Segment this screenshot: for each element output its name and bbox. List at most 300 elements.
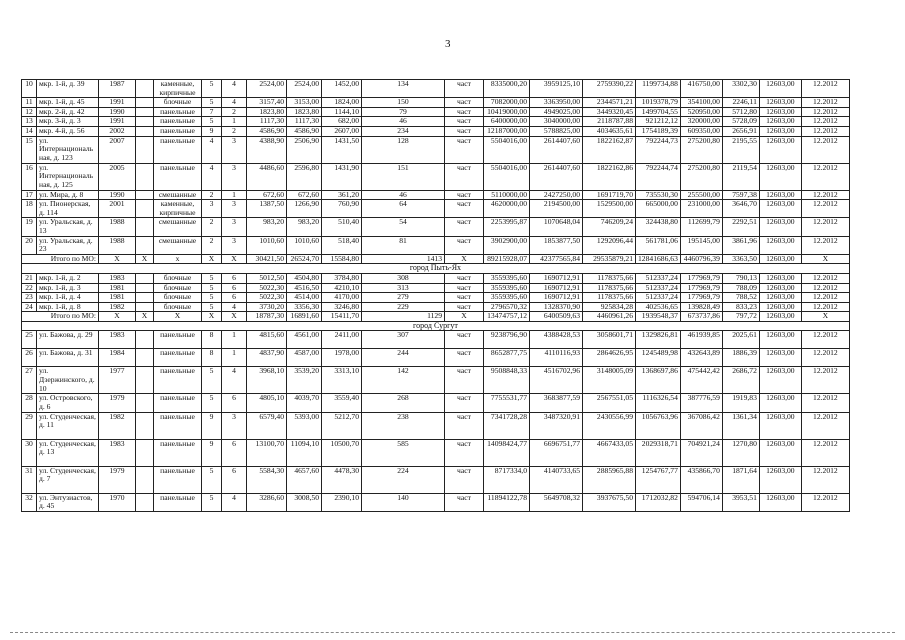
table-cell: 1056763,96	[636, 412, 681, 439]
table-cell: 2614407,60	[530, 136, 583, 163]
table-cell: 13474757,12	[484, 312, 530, 322]
table-cell: 7	[202, 107, 222, 117]
table-cell: 12	[22, 107, 37, 117]
table-cell: 1270,80	[722, 439, 759, 466]
table-cell: част	[445, 466, 484, 493]
table-cell: 14	[22, 126, 37, 136]
table-cell: 1361,34	[722, 412, 759, 439]
table-row	[22, 117, 850, 127]
table-cell: 520950,00	[680, 107, 722, 117]
table-cell: 9	[202, 412, 222, 439]
table-cell: 1970	[99, 493, 136, 511]
table-cell: 7755531,77	[484, 394, 530, 412]
table-cell: X	[136, 312, 154, 322]
table-cell: 30421,50	[247, 254, 287, 264]
table-cell: X	[445, 254, 484, 264]
table-cell: 1199734,88	[636, 80, 681, 98]
table-cell: 735530,30	[636, 190, 681, 200]
table-cell: 79	[362, 107, 445, 117]
table-cell: 1	[222, 331, 247, 349]
table-cell: 2864626,95	[583, 349, 636, 367]
table-cell: мкр. 1-й, д. 39	[37, 80, 99, 98]
table-cell: 26	[22, 349, 37, 367]
table-cell: 461939,85	[680, 331, 722, 349]
table-cell: 229	[362, 302, 445, 312]
table-cell: 5649708,32	[530, 493, 583, 511]
table-cell: 4516,50	[287, 283, 322, 293]
table-cell: 8717334,0	[484, 466, 530, 493]
table-cell: 4	[202, 136, 222, 163]
table-cell: 12.2012	[801, 107, 849, 117]
table-cell: 1822162,87	[583, 136, 636, 163]
table-cell: 3040000,00	[530, 117, 583, 127]
table-cell: X	[801, 312, 849, 322]
table-cell: 12.2012	[801, 412, 849, 439]
table-row	[22, 273, 850, 283]
table-cell: 6	[222, 273, 247, 283]
table-cell: 12.2012	[801, 126, 849, 136]
table-cell: 7082000,00	[484, 98, 530, 108]
table-cell: 3302,30	[722, 80, 759, 98]
table-cell: 12603,00	[759, 394, 801, 412]
table-cell: X	[202, 254, 222, 264]
table-cell: част	[445, 394, 484, 412]
table-cell: 4210,10	[322, 283, 362, 293]
table-cell	[136, 200, 154, 218]
table-cell	[136, 394, 154, 412]
table-cell: 4620000,00	[484, 200, 530, 218]
table-cell: 177969,79	[680, 283, 722, 293]
table-cell: 1919,83	[722, 394, 759, 412]
table-cell: 2427250,00	[530, 190, 583, 200]
table-row	[22, 163, 850, 190]
table-cell: 3559395,60	[484, 283, 530, 293]
table-cell: 12603,00	[759, 367, 801, 394]
table-row	[22, 466, 850, 493]
table-cell: 4837,90	[247, 349, 287, 367]
section-header-row	[22, 264, 850, 274]
table-cell	[136, 466, 154, 493]
table-cell: 3968,10	[247, 367, 287, 394]
table-cell: 4110116,93	[530, 349, 583, 367]
table-cell: 1129	[362, 312, 445, 322]
table-cell: 12.2012	[801, 236, 849, 254]
table-cell: 5110000,00	[484, 190, 530, 200]
table-cell: 788,09	[722, 283, 759, 293]
table-cell: 6	[222, 466, 247, 493]
table-cell: 3008,50	[287, 493, 322, 511]
table-cell: 12603,00	[759, 236, 801, 254]
table-cell: 275200,80	[680, 163, 722, 190]
table-cell: 11094,10	[287, 439, 322, 466]
table-cell: 5	[202, 293, 222, 303]
table-cell: 1690712,91	[530, 283, 583, 293]
table-cell: 6	[222, 394, 247, 412]
table-cell: 42377565,84	[530, 254, 583, 264]
table-cell: 6400000,00	[484, 117, 530, 127]
table-cell: 2119,54	[722, 163, 759, 190]
table-cell: блочные	[154, 283, 202, 293]
table-cell: блочные	[154, 273, 202, 283]
table-cell: мкр. 1-й, д. 3	[37, 283, 99, 293]
table-cell: 1886,39	[722, 349, 759, 367]
table-cell: 672,60	[287, 190, 322, 200]
table-cell: 665000,00	[636, 200, 681, 218]
table-cell: 1691719,70	[583, 190, 636, 200]
table-cell: 3363950,00	[530, 98, 583, 108]
table-row	[22, 126, 850, 136]
table-cell: 268	[362, 394, 445, 412]
table-cell: 10419000,00	[484, 107, 530, 117]
table-cell: 12603,00	[759, 107, 801, 117]
table-cell: 5	[202, 394, 222, 412]
table-cell: 2607,00	[322, 126, 362, 136]
table-row	[22, 107, 850, 117]
table-cell: 3449320,45	[583, 107, 636, 117]
table-cell: X	[222, 312, 247, 322]
table-cell: 46	[362, 117, 445, 127]
table-cell: 12603,00	[759, 190, 801, 200]
table-cell: 1853877,50	[530, 236, 583, 254]
table-cell: 3646,70	[722, 200, 759, 218]
table-cell: 5	[202, 466, 222, 493]
table-cell	[136, 302, 154, 312]
table-cell: 4949025,00	[530, 107, 583, 117]
table-cell: част	[445, 331, 484, 349]
table-cell: 3730,20	[247, 302, 287, 312]
table-cell: 512337,24	[636, 273, 681, 283]
table-cell: част	[445, 367, 484, 394]
table-cell: блочные	[154, 98, 202, 108]
table-cell: панельные	[154, 412, 202, 439]
table-cell: 2	[222, 107, 247, 117]
table-cell: блочные	[154, 293, 202, 303]
table-cell: 2	[202, 236, 222, 254]
table-cell: 4504,80	[287, 273, 322, 283]
table-row	[22, 302, 850, 312]
table-cell: 29	[22, 412, 37, 439]
table-cell	[136, 273, 154, 283]
table-cell: ул. Интернациональ ная, д. 125	[37, 163, 99, 190]
table-cell: 983,20	[287, 218, 322, 236]
table-cell: 54	[362, 218, 445, 236]
table-cell: 1254767,77	[636, 466, 681, 493]
table-cell: 139828,49	[680, 302, 722, 312]
table-cell: 1991	[99, 98, 136, 108]
table-row	[22, 98, 850, 108]
table-cell: 4805,10	[247, 394, 287, 412]
table-cell: 12.2012	[801, 349, 849, 367]
table-cell: 1070648,04	[530, 218, 583, 236]
table-cell	[136, 163, 154, 190]
table-cell: 15411,70	[322, 312, 362, 322]
table-cell: 833,23	[722, 302, 759, 312]
table-cell: 5	[202, 493, 222, 511]
table-cell: 20	[22, 236, 37, 254]
table-cell: 10500,70	[322, 439, 362, 466]
table-cell: 5	[202, 273, 222, 283]
table-cell: 1329826,81	[636, 331, 681, 349]
table-cell: 5788825,00	[530, 126, 583, 136]
table-cell: 1983	[99, 331, 136, 349]
table-cell: 1983	[99, 273, 136, 283]
table-cell: 1	[222, 190, 247, 200]
table-cell: 792244,73	[636, 136, 681, 163]
table-cell: 12603,00	[759, 349, 801, 367]
table-cell: 2411,00	[322, 331, 362, 349]
table-cell: панельные	[154, 107, 202, 117]
table-cell: 1754189,39	[636, 126, 681, 136]
table-cell: 921212,12	[636, 117, 681, 127]
table-cell: X	[136, 254, 154, 264]
table-cell: 9	[202, 439, 222, 466]
table-cell: 1387,50	[247, 200, 287, 218]
table-cell	[136, 283, 154, 293]
table-cell: 361,20	[322, 190, 362, 200]
table-cell: 177969,79	[680, 293, 722, 303]
table-cell: 1979	[99, 466, 136, 493]
table-cell: 1178375,66	[583, 273, 636, 283]
table-cell: 4	[222, 302, 247, 312]
table-cell: 32	[22, 493, 37, 511]
table-cell: 244	[362, 349, 445, 367]
table-cell: част	[445, 190, 484, 200]
table-cell: 8335000,20	[484, 80, 530, 98]
table-cell: 15	[22, 136, 37, 163]
table-row	[22, 200, 850, 218]
table-cell: 13100,70	[247, 439, 287, 466]
table-cell: 8652877,75	[484, 349, 530, 367]
table-cell: 224	[362, 466, 445, 493]
table-cell: блочные	[154, 302, 202, 312]
table-cell: 4587,00	[287, 349, 322, 367]
table-cell: 4140733,65	[530, 466, 583, 493]
table-cell: 1988	[99, 236, 136, 254]
table-cell: каменные, кирпичные	[154, 80, 202, 98]
table-cell: 561781,06	[636, 236, 681, 254]
table-cell: 255500,00	[680, 190, 722, 200]
table-cell: 46	[362, 190, 445, 200]
table-cell: 2	[222, 126, 247, 136]
table-cell: 1117,30	[247, 117, 287, 127]
table-cell: 746209,24	[583, 218, 636, 236]
table-cell: 1266,90	[287, 200, 322, 218]
table-cell: X	[222, 254, 247, 264]
table-cell: 5504016,00	[484, 163, 530, 190]
table-cell: 1178375,66	[583, 293, 636, 303]
section-title: город Сургут	[22, 321, 850, 331]
table-cell: 1988	[99, 218, 136, 236]
total-label: Итого по МО:	[22, 312, 99, 322]
table-cell: 5712,80	[722, 107, 759, 117]
table-cell: 1	[222, 349, 247, 367]
table-cell: 3959125,10	[530, 80, 583, 98]
table-cell: 475442,42	[680, 367, 722, 394]
table-cell: 1144,10	[322, 107, 362, 117]
table-cell: 3539,20	[287, 367, 322, 394]
table-cell: 2007	[99, 136, 136, 163]
table-cell: 1	[222, 117, 247, 127]
table-cell: 512337,24	[636, 293, 681, 303]
table-cell: част	[445, 126, 484, 136]
table-cell: 2656,91	[722, 126, 759, 136]
table-cell: панельные	[154, 163, 202, 190]
table-cell: 435866,70	[680, 466, 722, 493]
table-cell: 1981	[99, 293, 136, 303]
table-cell: 1977	[99, 367, 136, 394]
table-cell: 402536,65	[636, 302, 681, 312]
table-cell: 12603,00	[759, 254, 801, 264]
table-cell: 6	[222, 439, 247, 466]
table-cell: 12603,00	[759, 466, 801, 493]
table-cell: 5	[202, 367, 222, 394]
table-cell: 112699,79	[680, 218, 722, 236]
table-cell: част	[445, 439, 484, 466]
table-cell: част	[445, 349, 484, 367]
table-cell	[136, 236, 154, 254]
total-label: Итого по МО:	[22, 254, 99, 264]
table-cell: 3148005,09	[583, 367, 636, 394]
table-cell: 279	[362, 293, 445, 303]
table-cell: 1939548,37	[636, 312, 681, 322]
table-row	[22, 349, 850, 367]
table-cell: 12603,00	[759, 218, 801, 236]
table-cell: 1979	[99, 394, 136, 412]
table-cell: 925834,28	[583, 302, 636, 312]
table-cell: 4815,60	[247, 331, 287, 349]
table-cell: 19	[22, 218, 37, 236]
table-cell: 1431,90	[322, 163, 362, 190]
table-cell: 510,40	[322, 218, 362, 236]
table-cell: 5022,30	[247, 283, 287, 293]
table-cell: 790,13	[722, 273, 759, 283]
table-cell: 1990	[99, 107, 136, 117]
table-cell: 238	[362, 412, 445, 439]
table-cell: 2029318,71	[636, 439, 681, 466]
table-cell: 3683877,59	[530, 394, 583, 412]
table-cell: 128	[362, 136, 445, 163]
table-row	[22, 236, 850, 254]
table-cell	[136, 367, 154, 394]
table-cell: 2246,11	[722, 98, 759, 108]
table-cell: 3559395,60	[484, 293, 530, 303]
table-cell: 3784,80	[322, 273, 362, 283]
table-cell: панельные	[154, 466, 202, 493]
table-cell: 2001	[99, 200, 136, 218]
table-cell: 2292,51	[722, 218, 759, 236]
table-cell: част	[445, 163, 484, 190]
table-cell: 3363,50	[722, 254, 759, 264]
table-cell: 4460961,26	[583, 312, 636, 322]
table-cell: ул. Студенческая, д. 7	[37, 466, 99, 493]
table-cell: 12.2012	[801, 466, 849, 493]
table-cell: 3487320,91	[530, 412, 583, 439]
table-cell: 12.2012	[801, 394, 849, 412]
table-cell: 1452,00	[322, 80, 362, 98]
table-cell: 512337,24	[636, 283, 681, 293]
table-cell: панельные	[154, 117, 202, 127]
table-cell: x	[154, 254, 202, 264]
table-cell: X	[801, 254, 849, 264]
table-cell: 792244,74	[636, 163, 681, 190]
table-cell: 609350,00	[680, 126, 722, 136]
table-cell: 12603,00	[759, 200, 801, 218]
table-cell: 1987	[99, 80, 136, 98]
table-cell: 5728,09	[722, 117, 759, 127]
table-cell: ул. Пионерская, д. 114	[37, 200, 99, 218]
table-cell: 3	[202, 200, 222, 218]
table-cell: 7341728,28	[484, 412, 530, 439]
table-cell: 11	[22, 98, 37, 108]
table-cell: 9	[202, 126, 222, 136]
table-cell: 12.2012	[801, 367, 849, 394]
table-row	[22, 293, 850, 303]
table-cell: 760,90	[322, 200, 362, 218]
table-cell: 12603,00	[759, 117, 801, 127]
table-cell: 797,72	[722, 312, 759, 322]
table-cell: 2005	[99, 163, 136, 190]
table-cell: 3861,96	[722, 236, 759, 254]
table-cell: 354100,00	[680, 98, 722, 108]
table-cell: 594706,14	[680, 493, 722, 511]
table-cell: 788,52	[722, 293, 759, 303]
table-cell: 12.2012	[801, 136, 849, 163]
table-cell: 5	[202, 80, 222, 98]
table-cell	[136, 117, 154, 127]
table-cell: 983,20	[247, 218, 287, 236]
table-cell	[136, 98, 154, 108]
table-cell: 12.2012	[801, 117, 849, 127]
table-cell: 2253995,87	[484, 218, 530, 236]
table-cell	[136, 349, 154, 367]
table-cell: 1712032,82	[636, 493, 681, 511]
table-row	[22, 412, 850, 439]
table-cell: 4486,60	[247, 163, 287, 190]
table-cell: 1990	[99, 190, 136, 200]
table-cell: 140	[362, 493, 445, 511]
table-cell: 3953,51	[722, 493, 759, 511]
table-cell: 3	[222, 163, 247, 190]
table-cell: 3157,40	[247, 98, 287, 108]
table-cell: X	[154, 312, 202, 322]
table-cell	[136, 439, 154, 466]
table-cell: 22	[22, 283, 37, 293]
table-cell: 12603,00	[759, 493, 801, 511]
table-cell: част	[445, 98, 484, 108]
table-cell: 6	[222, 283, 247, 293]
table-cell: 26524,70	[287, 254, 322, 264]
table-cell: 2759390,22	[583, 80, 636, 98]
table-cell: панельные	[154, 394, 202, 412]
table-cell: 2524,00	[247, 80, 287, 98]
table-cell: 177969,79	[680, 273, 722, 283]
table-cell	[136, 126, 154, 136]
table-cell: 234	[362, 126, 445, 136]
table-cell: 3559395,60	[484, 273, 530, 283]
table-cell: 1984	[99, 349, 136, 367]
table-cell: 4586,90	[287, 126, 322, 136]
table-cell: 12603,00	[759, 302, 801, 312]
table-cell: 4586,90	[247, 126, 287, 136]
table-cell: 1690712,91	[530, 273, 583, 283]
table-cell: ул. Энтузиастов, д. 45	[37, 493, 99, 511]
table-cell: 1499704,55	[636, 107, 681, 117]
table-cell: ул. Бажова, д. 29	[37, 331, 99, 349]
table-cell: част	[445, 236, 484, 254]
table-cell: 6696751,77	[530, 439, 583, 466]
table-cell: 308	[362, 273, 445, 283]
table-cell	[136, 412, 154, 439]
